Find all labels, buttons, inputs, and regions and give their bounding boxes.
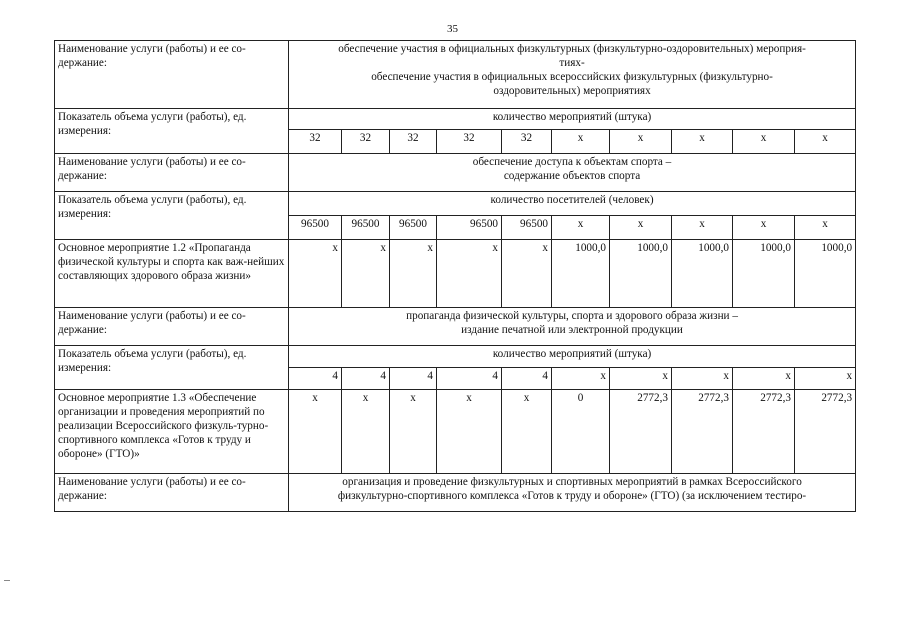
value-cell: 4 [502, 368, 552, 390]
value-cell: 32 [502, 130, 552, 154]
table-row [55, 346, 856, 368]
row-label: Показатель объема услуги (работы), ед. измерения: [55, 109, 289, 154]
table-row [55, 154, 856, 192]
service-description: обеспечение участия в официальных физкультурных (физкультурно-оздоровительных) мероприя- тиях- обеспечение участия в официальных всероссийских физкультурных (физкультурно- оздоровительных) мероприятиях [289, 41, 856, 109]
value-cell: 96500 [342, 216, 390, 240]
value-cell: x [733, 216, 795, 240]
service-description: пропаганда физической культуры, спорта и здорового образа жизни – издание печатной или электронной продукции [289, 308, 856, 346]
row-label: Основное мероприятие 1.3 «Обеспечение организации и проведения мероприятий по реализации Всероссийского физкуль-турно-спортивного комплекса «Готов к труду и обороне» (ГТО)» [55, 390, 289, 474]
value-cell: 32 [289, 130, 342, 154]
value-cell: x [733, 130, 795, 154]
value-cell: 96500 [390, 216, 437, 240]
value-cell: 96500 [289, 216, 342, 240]
value-cell: 96500 [502, 216, 552, 240]
value-cell: x [390, 390, 437, 474]
value-cell: x [502, 240, 552, 308]
value-cell: x [289, 390, 342, 474]
value-cell: x [610, 216, 672, 240]
value-cell: 1000,0 [610, 240, 672, 308]
page-number: 35 [447, 23, 458, 35]
row-label: Наименование услуги (работы) и ее со-держание: [55, 154, 289, 192]
indicator-header: количество посетителей (человек) [289, 192, 856, 216]
value-cell: 2772,3 [610, 390, 672, 474]
table-row [55, 308, 856, 346]
value-cell: 2772,3 [672, 390, 733, 474]
value-cell: x [552, 368, 610, 390]
value-cell: 2772,3 [733, 390, 795, 474]
value-cell: x [795, 368, 856, 390]
value-cell: x [342, 390, 390, 474]
value-cell: 4 [289, 368, 342, 390]
value-cell: 2772,3 [795, 390, 856, 474]
value-cell: 4 [437, 368, 502, 390]
value-cell: x [795, 130, 856, 154]
value-cell: 32 [437, 130, 502, 154]
value-cell: x [672, 130, 733, 154]
margin-mark [4, 580, 10, 581]
row-label: Показатель объема услуги (работы), ед. измерения: [55, 346, 289, 390]
table-row [55, 109, 856, 130]
value-cell: x [552, 130, 610, 154]
value-cell: x [672, 368, 733, 390]
value-cell: 32 [342, 130, 390, 154]
table-row [55, 390, 856, 474]
value-cell: x [437, 240, 502, 308]
table-row [55, 240, 856, 308]
indicator-header: количество мероприятий (штука) [289, 109, 856, 130]
value-cell: x [502, 390, 552, 474]
value-cell: x [552, 216, 610, 240]
value-cell: 96500 [437, 216, 502, 240]
value-cell: x [733, 368, 795, 390]
service-description: обеспечение доступа к объектам спорта – содержание объектов спорта [289, 154, 856, 192]
indicator-header: количество мероприятий (штука) [289, 346, 856, 368]
value-cell: 1000,0 [552, 240, 610, 308]
service-description: организация и проведение физкультурных и спортивных мероприятий в рамках Всероссийского физкультурно-спортивного комплекса «Готов к труду и обороне» (ГТО) (за исключением тестиро- [289, 474, 856, 512]
program-table [54, 40, 856, 512]
value-cell: 4 [342, 368, 390, 390]
value-cell: x [672, 216, 733, 240]
value-cell: x [437, 390, 502, 474]
row-label: Наименование услуги (работы) и ее со-держание: [55, 41, 289, 109]
table-row [55, 474, 856, 512]
table-row [55, 41, 856, 109]
value-cell: 1000,0 [795, 240, 856, 308]
value-cell: 32 [390, 130, 437, 154]
row-label: Показатель объема услуги (работы), ед. измерения: [55, 192, 289, 240]
row-label: Основное мероприятие 1.2 «Пропаганда физической культуры и спорта как важ-нейших составляющих здорового образа жизни» [55, 240, 289, 308]
value-cell: x [390, 240, 437, 308]
value-cell: x [610, 368, 672, 390]
table-row [55, 192, 856, 216]
row-label: Наименование услуги (работы) и ее со-держание: [55, 474, 289, 512]
value-cell: 0 [552, 390, 610, 474]
row-label: Наименование услуги (работы) и ее со-держание: [55, 308, 289, 346]
value-cell: x [342, 240, 390, 308]
value-cell: x [289, 240, 342, 308]
value-cell: x [610, 130, 672, 154]
value-cell: 4 [390, 368, 437, 390]
value-cell: x [795, 216, 856, 240]
value-cell: 1000,0 [733, 240, 795, 308]
value-cell: 1000,0 [672, 240, 733, 308]
